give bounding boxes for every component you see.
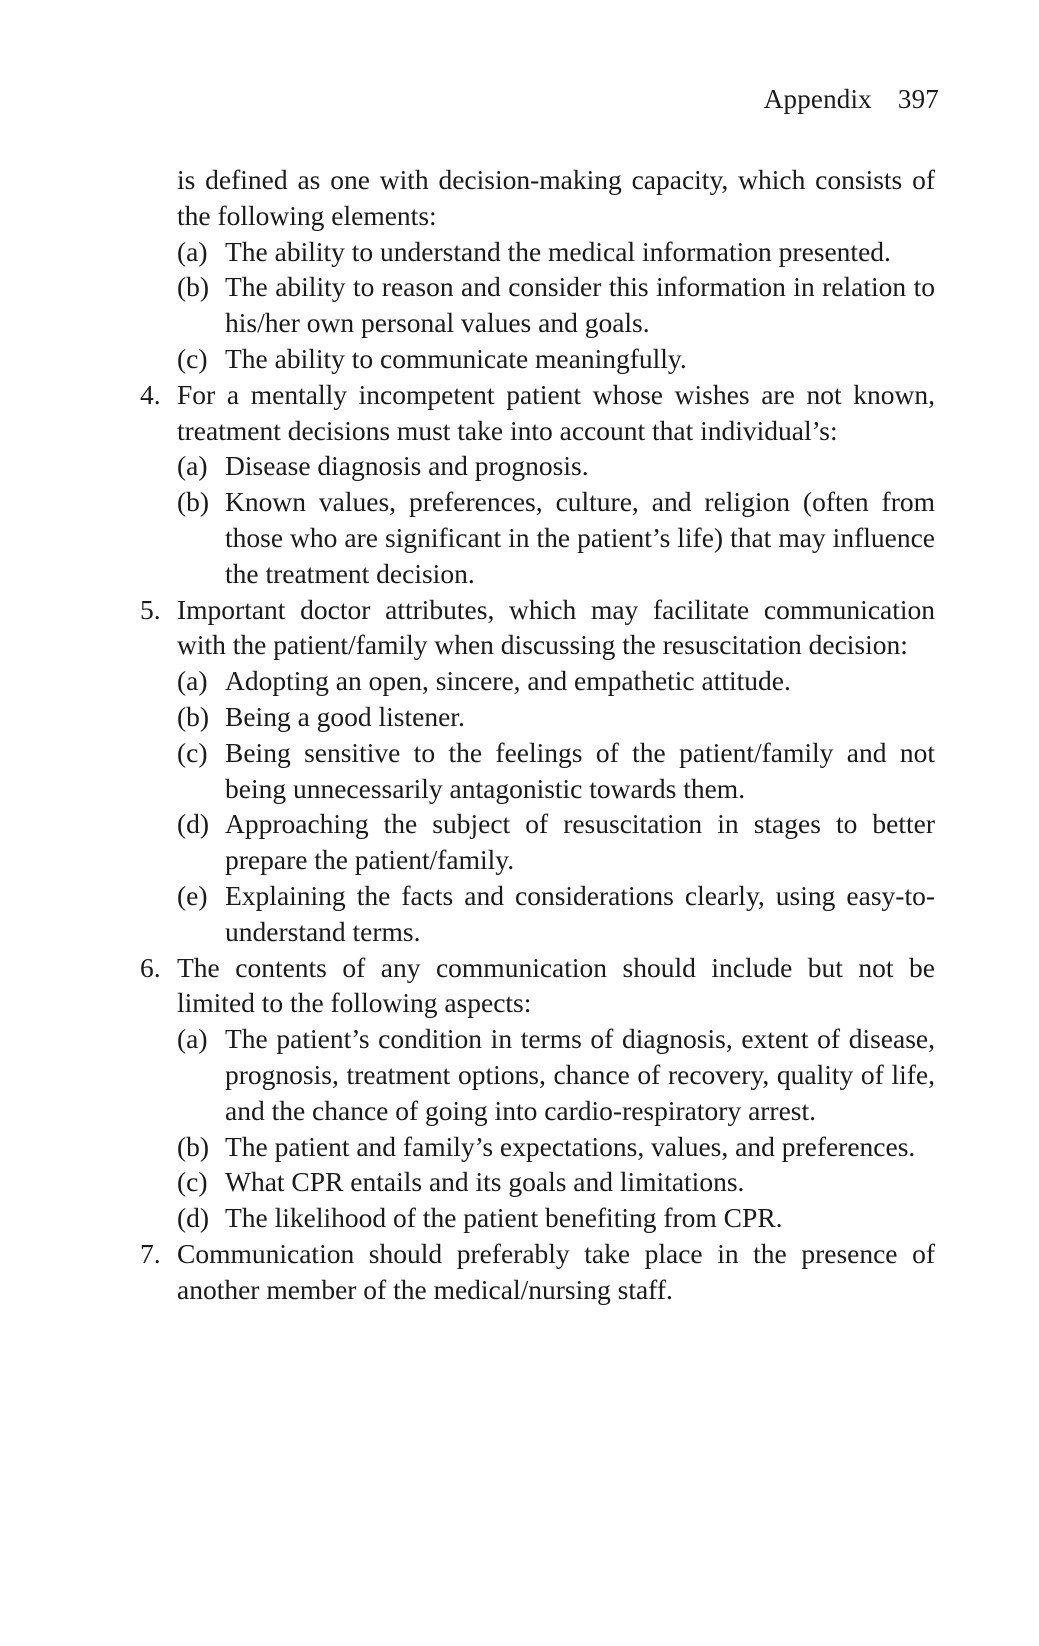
sub-item	[177, 806, 935, 878]
sub-list	[177, 663, 935, 949]
sub-item-letter: (b)	[177, 486, 210, 518]
item-text: Communication should preferably take place in the presence of another member of the medical/nursing staff.	[177, 1237, 935, 1305]
item-number: 4.	[140, 378, 161, 410]
sub-item-text: Disease diagnosis and prognosis.	[225, 450, 589, 482]
sub-item	[177, 269, 935, 341]
sub-item	[177, 341, 935, 377]
sub-item-text: Being a good listener.	[225, 700, 465, 732]
sub-item-letter: (b)	[177, 271, 210, 303]
sub-item-text: The ability to understand the medical information presented.	[225, 235, 891, 267]
sub-item	[177, 1164, 935, 1200]
running-header	[764, 84, 939, 115]
header-section: Appendix	[763, 84, 872, 114]
sub-item-text: Being sensitive to the feelings of the patient/family and not being unnecessarily antagonistic towards them.	[225, 736, 935, 804]
sub-item-text: Known values, preferences, culture, and religion (often from those who are significant in the patient’s life) that may influence the treatment decision.	[225, 486, 935, 589]
sub-item	[177, 735, 935, 807]
sub-item	[177, 234, 935, 270]
sub-item-text: The patient and family’s expectations, values, and preferences.	[225, 1130, 916, 1162]
numbered-item	[140, 592, 935, 950]
sub-item	[177, 1021, 935, 1128]
sub-item	[177, 663, 935, 699]
sub-item-letter: (a)	[177, 235, 208, 267]
numbered-item	[140, 377, 935, 592]
numbered-list	[140, 377, 935, 1308]
sub-item	[177, 448, 935, 484]
sub-item	[177, 699, 935, 735]
sub-item-text: The ability to communicate meaningfully.	[225, 342, 687, 374]
sub-item-text: What CPR entails and its goals and limitations.	[225, 1166, 745, 1198]
sub-item-letter: (b)	[177, 700, 210, 732]
sub-item-letter: (d)	[177, 1202, 210, 1234]
page-number: 397	[897, 84, 939, 114]
numbered-item	[140, 950, 935, 1236]
item-number: 7.	[140, 1237, 161, 1269]
sub-item-letter: (a)	[177, 1023, 208, 1055]
sub-item-letter: (c)	[177, 736, 208, 768]
sub-item-letter: (a)	[177, 450, 208, 482]
sub-item	[177, 484, 935, 591]
sub-item-letter: (c)	[177, 1166, 208, 1198]
item-text: Important doctor attributes, which may facilitate communication with the patient/family when discussing the resuscitation decision:	[177, 593, 935, 661]
sub-item-text: The likelihood of the patient benefiting from CPR.	[225, 1202, 783, 1234]
sub-item-text: The patient’s condition in terms of diagnosis, extent of disease, prognosis, treatment options, chance of recovery, quality of life, and the chance of going into cardio-respiratory arrest.	[225, 1023, 935, 1126]
sub-list	[177, 448, 935, 591]
intro-paragraph: is defined as one with decision-making capacity, which consists of the following elements:	[177, 164, 935, 231]
sub-item-letter: (a)	[177, 665, 208, 697]
item-number: 6.	[140, 951, 161, 983]
item-text: The contents of any communication should include but not be limited to the following aspects:	[177, 951, 935, 1019]
sub-item-letter: (d)	[177, 808, 210, 840]
sub-item-text: Explaining the facts and considerations clearly, using easy-to-understand terms.	[225, 879, 935, 947]
sub-item-text: Approaching the subject of resuscitation in stages to better prepare the patient/family.	[225, 808, 935, 876]
sub-item-letter: (c)	[177, 342, 208, 374]
numbered-item	[140, 1236, 935, 1308]
sub-item-text: Adopting an open, sincere, and empathetic attitude.	[225, 665, 791, 697]
sub-item	[177, 1200, 935, 1236]
item-text: For a mentally incompetent patient whose wishes are not known, treatment decisions must take into account that individual’s:	[177, 378, 935, 446]
intro-sub-list	[177, 234, 935, 377]
item-number: 5.	[140, 593, 161, 625]
sub-list	[177, 1021, 935, 1236]
sub-item-text: The ability to reason and consider this information in relation to his/her own personal values and goals.	[225, 271, 935, 339]
sub-item-letter: (b)	[177, 1130, 210, 1162]
intro-subitems	[140, 234, 935, 377]
sub-item	[177, 1129, 935, 1165]
page-content	[140, 162, 935, 1308]
sub-item-letter: (e)	[177, 879, 208, 911]
sub-item	[177, 878, 935, 950]
